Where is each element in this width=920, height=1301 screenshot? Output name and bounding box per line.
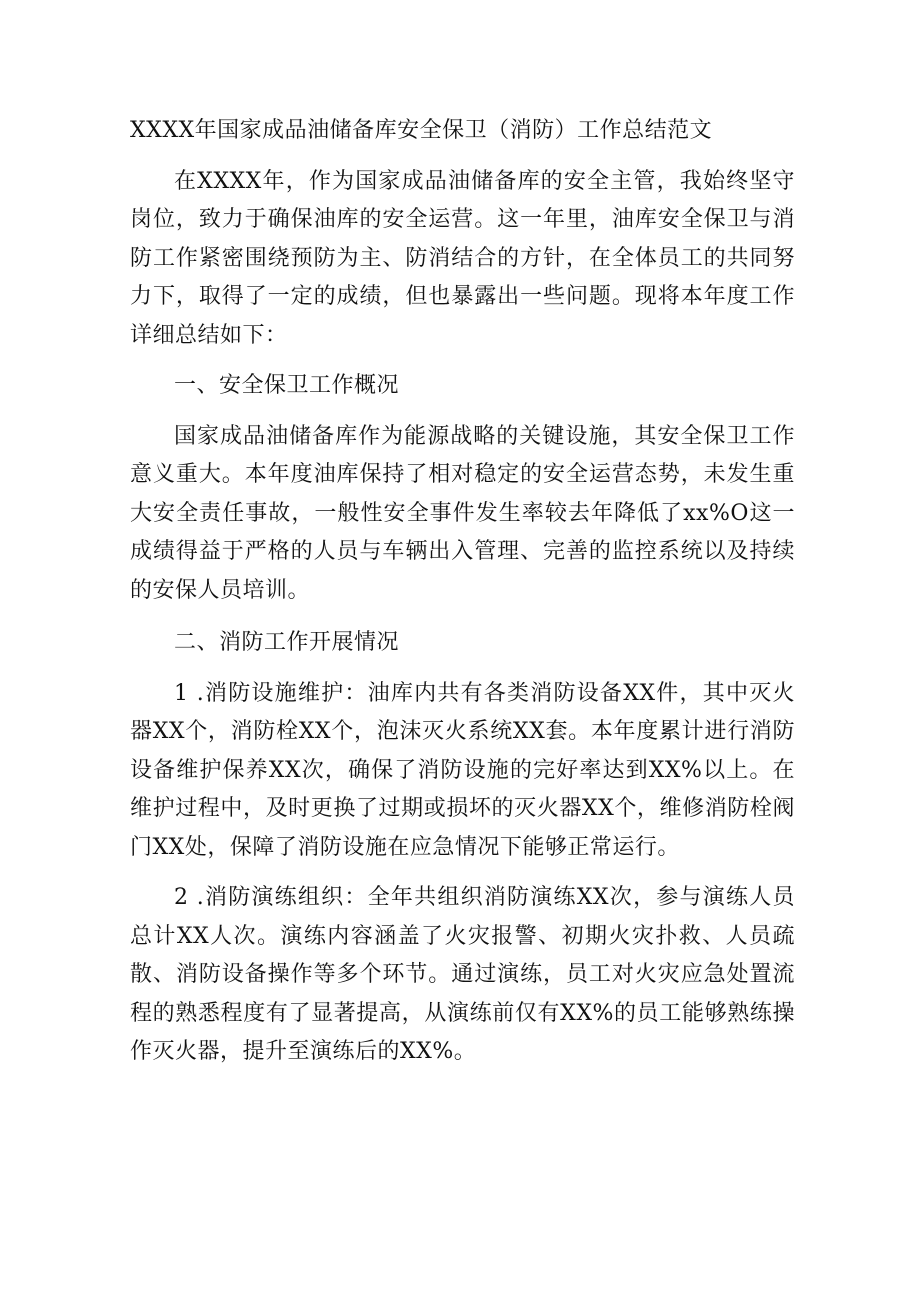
section-1-heading: 一、安全保卫工作概况 <box>174 373 400 398</box>
section-2-heading: 二、消防工作开展情况 <box>174 630 400 655</box>
document-title: XXXX年国家成品油储备库安全保卫（消防）工作总结范文 <box>130 118 713 143</box>
section-1-paragraph: 国家成品油储备库作为能源战略的关键设施，其安全保卫工作意义重大。本年度油库保持了相对稳定的安全运营态势，未发生重大安全责任事故，一般性安全事件发生率较去年降低了xx%O这一成绩得益于严格的人员与车辆出入管理、完善的监控系统以及持续的安保人员培训。 <box>130 423 795 603</box>
document-body <box>130 112 795 1072</box>
section-2-item-1: 1 .消防设施维护：油库内共有各类消防设备XX件，其中灭火器XX个，消防栓XX个，泡沫灭火系统XX套。本年度累计进行消防设备维护保养XX次，确保了消防设施的完好率达到XX%以上。在维护过程中，及时更换了过期或损坏的灭火器XX个，维修消防栓阀门XX处，保障了消防设施在应急情况下能够正常运行。 <box>130 680 795 860</box>
intro-paragraph: 在XXXX年，作为国家成品油储备库的安全主管，我始终坚守岗位，致力于确保油库的安全运营。这一年里，油库安全保卫与消防工作紧密围绕预防为主、防消结合的方针，在全体员工的共同努力下，取得了一定的成绩，但也暴露出一些问题。现将本年度工作详细总结如下： <box>130 168 795 348</box>
section-2-item-2: 2 .消防演练组织：全年共组织消防演练XX次，参与演练人员总计XX人次。演练内容涵盖了火灾报警、初期火灾扑救、人员疏散、消防设备操作等多个环节。通过演练，员工对火灾应急处置流程的熟悉程度有了显著提高，从演练前仅有XX%的员工能够熟练操作灭火器，提升至演练后的XX%。 <box>130 885 795 1064</box>
